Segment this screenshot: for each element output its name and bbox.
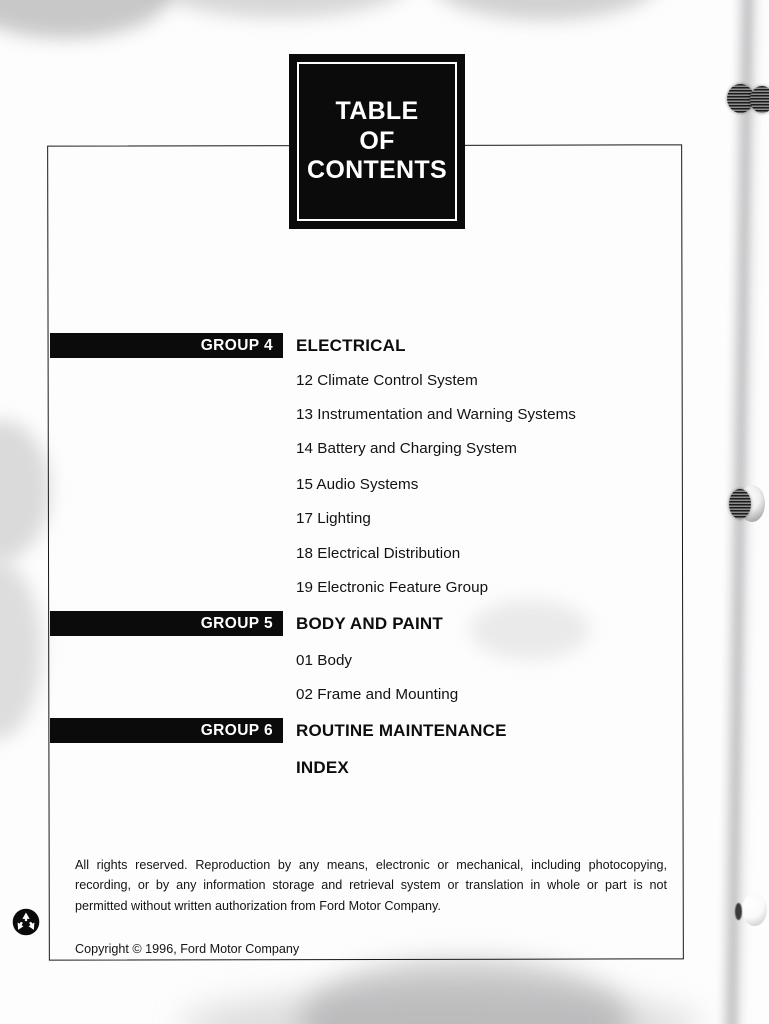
group-bar-label: GROUP 4 xyxy=(200,336,273,354)
toc-entry[interactable]: 18 Electrical Distribution xyxy=(296,545,461,562)
group-bar-label: GROUP 6 xyxy=(200,721,273,739)
scan-shadow xyxy=(180,990,700,1024)
binder-ring-icon xyxy=(742,893,767,926)
group-title: BODY AND PAINT xyxy=(296,613,443,633)
scan-smudge xyxy=(430,0,660,20)
footer xyxy=(75,855,667,956)
toc-title-block xyxy=(289,54,465,229)
toc-title-line-3: CONTENTS xyxy=(307,156,447,185)
copyright-notice: Copyright © 1996, Ford Motor Company xyxy=(75,942,300,957)
group-bar xyxy=(50,718,283,743)
group-bar xyxy=(50,333,283,358)
toc-title-inner-border xyxy=(297,62,457,221)
binder-ring-icon xyxy=(735,903,742,920)
toc-entry[interactable]: 13 Instrumentation and Warning Systems xyxy=(296,406,576,423)
toc-entry-index[interactable]: INDEX xyxy=(296,758,349,777)
toc-entry[interactable]: 17 Lighting xyxy=(296,510,371,527)
scan-shadow xyxy=(300,960,630,1024)
group-title: ROUTINE MAINTENANCE xyxy=(296,720,507,740)
toc-entry[interactable]: 12 Climate Control System xyxy=(296,372,478,389)
binder-ring-icon xyxy=(727,84,754,113)
toc-entry[interactable]: 02 Frame and Mounting xyxy=(296,686,459,703)
group-bar-label: GROUP 5 xyxy=(200,614,273,632)
toc-entry[interactable]: 19 Electronic Feature Group xyxy=(296,579,489,596)
binder-ring-icon xyxy=(729,489,751,519)
binder-ring-icon xyxy=(750,86,769,113)
group-title: ELECTRICAL xyxy=(296,335,406,355)
scan-smudge xyxy=(0,420,50,560)
scan-smudge xyxy=(150,0,410,18)
scan-smudge xyxy=(0,0,170,38)
group-header-row[interactable] xyxy=(50,333,670,358)
group-header-row[interactable] xyxy=(50,718,670,743)
binder-spine xyxy=(718,0,764,1024)
toc-entry[interactable]: 15 Audio Systems xyxy=(296,476,419,493)
recycle-icon xyxy=(12,908,40,936)
toc-entry[interactable]: 01 Body xyxy=(296,652,353,669)
binder-ring-icon xyxy=(739,485,765,522)
rights-notice: All rights reserved. Reproduction by any means, electronic or mechanical, including photocopying, recording, or by any information storage and retrieval system or translation in whole or part is not permitted without written authorization from Ford Motor Company. xyxy=(75,858,667,913)
scan-smudge xyxy=(0,560,42,740)
toc-title-line-1: TABLE xyxy=(335,97,419,126)
toc-title-line-2: OF xyxy=(359,126,395,155)
toc-entry[interactable]: 14 Battery and Charging System xyxy=(296,440,517,457)
group-bar xyxy=(50,611,283,636)
group-header-row[interactable] xyxy=(50,611,670,636)
